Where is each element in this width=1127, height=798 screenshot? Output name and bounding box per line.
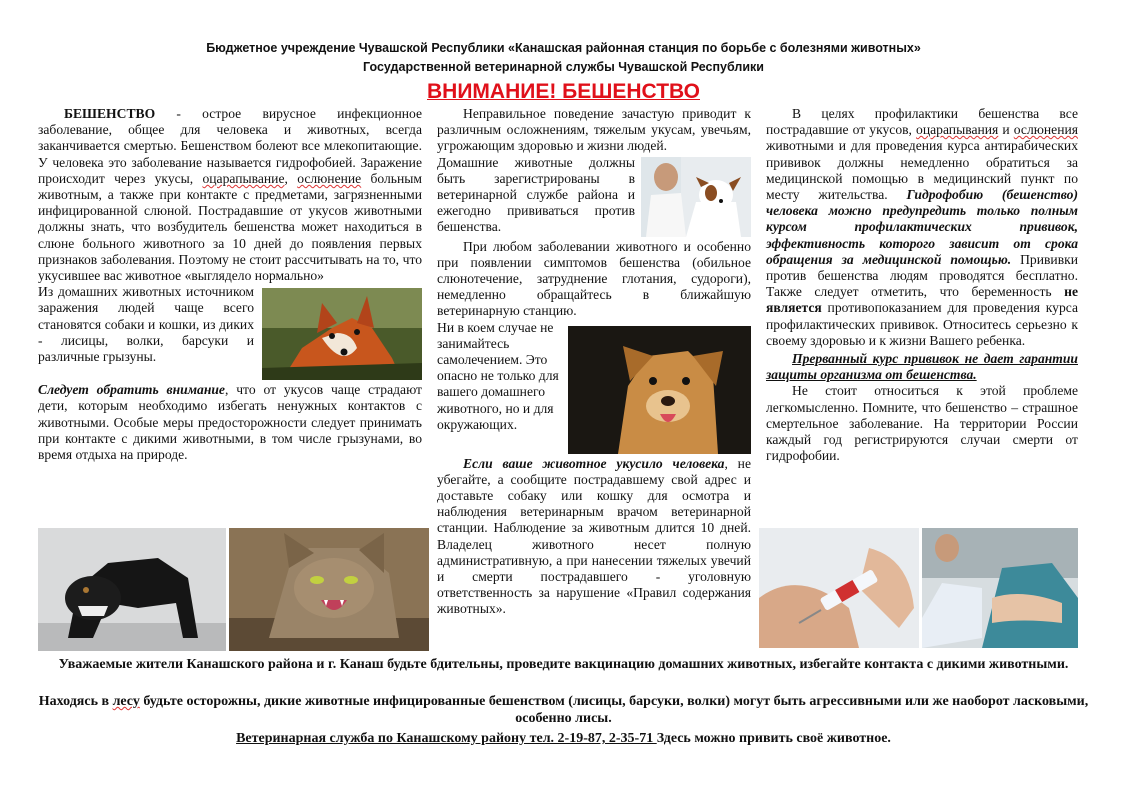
- col1-p1-text-b: ,: [284, 170, 298, 186]
- vet-dog-image: [641, 157, 751, 237]
- col1-paragraph-1: [38, 106, 422, 284]
- col3-paragraph-3: Не стоит относиться к этой проблеме легкомысленно. Помните, что бешенство – страшное смертельное заболевание. На территории России каждый год регистрируются случаи смерти от гидрофобии.: [766, 383, 1078, 464]
- col1-p1-text-c: больным животным, а также при контакте с предметами, загрязненными инфицированной слюной. Пострадавшие от укусов животными должны знать, что возбудитель бешенства может находиться в слюне больного животного за 10 дней до появления первых признаков заболевания. Поэтому не стоит рассчитывать на то, что укусившее вас животное «выглядело нормально»: [38, 170, 422, 284]
- col3-paragraph-2: Прерванный курс прививок не дает гарантии защиты организма от бешенства.: [766, 351, 1078, 383]
- syringe-image: [759, 528, 919, 648]
- footer-line-2-a: Находясь в: [38, 694, 113, 709]
- footer-line-2-b: будьте осторожны, дикие животные инфицированные бешенством (лисицы, барсуки, волки) могут быть агрессивными или же наоборот ласковыми, особенно лисы.: [139, 694, 1089, 726]
- syringe-icon: [759, 528, 919, 648]
- col1-p3-lead: Следует обратить внимание: [38, 382, 225, 398]
- col3-p1-text-a: В целях профилактики бешенства все пострадавшие от укусов,: [766, 106, 1078, 138]
- col3-p1-bold-2: не является: [766, 284, 1078, 316]
- col1-paragraph-3: [38, 382, 422, 463]
- col3-p1-word-2: ослюнения: [1013, 122, 1078, 138]
- col1-p3-rest: , что от укусов чаще страдают дети, которым необходимо избегать ненужных контактов с животными. Особые меры предосторожности следует принимать при контакте с дикими животными, в том числе грызунами, во время отдыха на природе.: [38, 382, 423, 463]
- column-left: [38, 106, 422, 463]
- col1-p1-word-1: оцарапывание: [202, 170, 285, 186]
- column-middle: [437, 106, 751, 618]
- col3-p1-text-b: и: [998, 122, 1014, 138]
- footer-line-3: [30, 730, 1097, 747]
- black-dog-image: [38, 528, 226, 651]
- dog-icon: [568, 326, 751, 454]
- col3-p1-text-d: Прививки против бешенства людям проводятся бесплатно. Также следует отметить, что беременность: [766, 251, 1078, 300]
- vet-dog-icon: [641, 157, 751, 237]
- col1-paragraph-2: Из домашних животных источником заражения людей чаще всего становятся собаки и кошки, из диких - лисицы, волки, барсуки и различные грызуны.: [38, 284, 254, 365]
- footer-line-1: Уважаемые жители Канашского района и г. Канаш будьте бдительны, проведите вакцинацию домашних животных, избегайте контакта с дикими животными.: [58, 657, 1069, 672]
- cat-icon: [229, 528, 429, 651]
- footer-line-2-word: лесу: [112, 694, 140, 709]
- col3-p1-bold: Гидрофобию (бешенство) человека можно предупредить только полным курсом профилактических прививок, эффективность которого зависит от срока обращения за медицинской помощью.: [766, 187, 1078, 267]
- col3-p1-word-1: оцарапывания: [916, 122, 999, 138]
- col2-paragraph-4: Ни в коем случае не занимайтесь самолечением. Это опасно не только для вашего домашнего животного, но и для окружающих.: [437, 319, 559, 432]
- injection-icon: [922, 528, 1078, 648]
- col1-p1-text-a: - острое вирусное инфекционное заболевание, общее для человека и животных, всегда заканчивается смертью. Бешенством болеют все млекопитающие. У человека это заболевание называется гидрофобией. Заражение происходит через укусы,: [38, 106, 422, 186]
- footer-line-3-rest: Здесь можно привить своё животное.: [656, 731, 891, 746]
- fox-icon: [262, 288, 422, 380]
- footer-phone: Ветеринарная служба по Канашскому району тел. 2-19-87, 2-35-71: [236, 731, 657, 746]
- col3-paragraph-1: [766, 106, 1078, 349]
- black-dog-icon: [38, 528, 226, 651]
- col2-paragraph-1: Неправильное поведение зачастую приводит к различным осложнениям, тяжелым укусам, увечьям, угрожающим здоровью и жизни людей.: [437, 106, 751, 154]
- col2-paragraph-3: При любом заболевании животного и особенно при появлении симптомов бешенства (обильное слюнотечение, затруднение глотания, судороги), немедленно обращайтесь в ближайшую ветеринарную станцию.: [437, 238, 751, 319]
- page-title: [0, 80, 1127, 104]
- col2-paragraph-5: [437, 456, 751, 618]
- header-line-1: Бюджетное учреждение Чувашской Республики «Канашская районная станция по борьбе с болезнями животных»: [206, 41, 921, 55]
- header-line-2: Государственной ветеринарной службы Чувашской Республики: [363, 60, 764, 74]
- cat-image: [229, 528, 429, 651]
- page-title-text: ВНИМАНИЕ! БЕШЕНСТВО: [427, 80, 700, 103]
- injection-image: [922, 528, 1078, 648]
- col2-paragraph-2: Домашние животные должны быть зарегистрированы в ветеринарной службе района и ежегодно прививаться против бешенства.: [437, 154, 635, 235]
- fox-image: [262, 288, 422, 380]
- col1-p1-word-2: ослюнение: [297, 170, 362, 186]
- column-right: [766, 106, 1078, 464]
- footer-line-2: [30, 693, 1097, 727]
- col3-p1-text-e: противопоказанием для проведения курса профилактических прививок. Относитесь серьезно к своему здоровью и к жизни Вашего ребенка.: [766, 300, 1078, 348]
- col3-p1-text-c: животными и для проведения курса антирабических прививок должны немедленно обратиться за медицинской помощью в медицинский пункт по месту жительства.: [766, 138, 1078, 203]
- dog-image: [568, 326, 751, 454]
- col2-p5-rest: , не убегайте, а сообщите пострадавшему свой адрес и доставьте собаку или кошку для осмотра и наблюдения ветеринарным врачом ветеринарной станции. Наблюдение за животным длится 10 дней. Владелец животного несет полную административную, а при нанесении тяжелых увечий и смерти пострадавшего - уголовную ответственность за нарушение «Правил содержания животных».: [437, 455, 751, 617]
- col1-lead-term: БЕШЕНСТВО: [64, 106, 156, 121]
- col2-p5-lead: Если ваше животное укусило человека: [463, 455, 725, 471]
